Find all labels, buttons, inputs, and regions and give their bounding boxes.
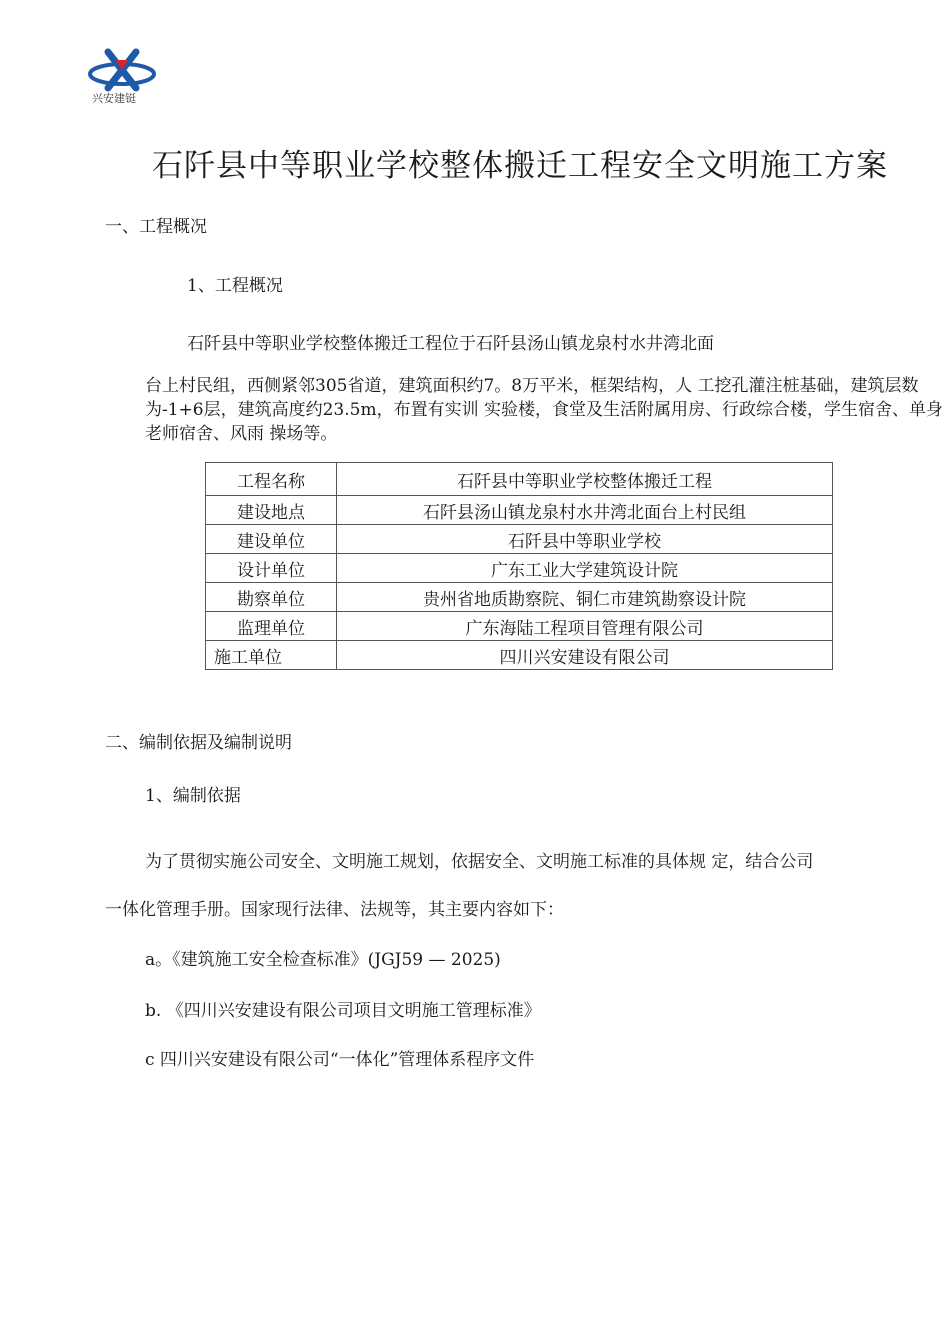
list-item-c: c 四川兴安建设有限公司“一体化”管理体系程序文件 (145, 1050, 535, 1070)
table-row (206, 641, 833, 670)
section2-heading: 二、编制依据及编制说明 (105, 733, 292, 753)
section1-heading: 一、工程概况 (105, 217, 207, 237)
company-logo (86, 48, 158, 106)
project-info-table (205, 462, 833, 670)
document-title: 石阡县中等职业学校整体搬迁工程安全文明施工方案 (152, 148, 888, 184)
list-item-b: b. 《四川兴安建设有限公司项目文明施工管理标准》 (145, 1001, 541, 1021)
logo-mark-icon (86, 48, 158, 92)
section1-first-line: 石阡县中等职业学校整体搬迁工程位于石阡县汤山镇龙泉村水井湾北面 (187, 334, 714, 354)
table-key: 建设地点 (206, 496, 337, 525)
section1-paragraph: 台上村民组，西侧紧邻305省道，建筑面积约7。8万平米，框架结构，人 工挖孔灌注桩基础，建筑层数为-1+6层，建筑高度约23.5m，布置有实训 实验楼，食堂及生活附属用房、行政综合楼，学生宿舍、单身老师宿舍、风雨 操场等。 (145, 376, 943, 444)
section2-subheading: 1、编制依据 (145, 786, 241, 806)
table-value: 石阡县中等职业学校整体搬迁工程 (337, 463, 833, 496)
table-value: 广东工业大学建筑设计院 (337, 554, 833, 583)
table-value: 四川兴安建设有限公司 (337, 641, 833, 670)
table-row (206, 496, 833, 525)
table-value: 广东海陆工程项目管理有限公司 (337, 612, 833, 641)
section2-line2: 一体化管理手册。国家现行法律、法规等，其主要内容如下： (105, 900, 564, 920)
logo-caption: 兴安建铤 (92, 92, 136, 105)
list-item-a: a。《建筑施工安全检查标准》(JGJ59 — 2025) (145, 950, 501, 970)
table-value: 石阡县汤山镇龙泉村水井湾北面台上村民组 (337, 496, 833, 525)
table-value: 贵州省地质勘察院、铜仁市建筑勘察设计院 (337, 583, 833, 612)
table-key: 监理单位 (206, 612, 337, 641)
section2-line1: 为了贯彻实施公司安全、文明施工规划，依据安全、文明施工标准的具体规 定，结合公司 (145, 852, 814, 872)
table-key: 设计单位 (206, 554, 337, 583)
table-key: 勘察单位 (206, 583, 337, 612)
table-key: 工程名称 (206, 463, 337, 496)
table-key: 建设单位 (206, 525, 337, 554)
table-key: 施工单位 (206, 641, 337, 670)
table-row (206, 525, 833, 554)
table-value: 石阡县中等职业学校 (337, 525, 833, 554)
table-row (206, 554, 833, 583)
section1-subheading: 1、工程概况 (187, 276, 283, 296)
table-row (206, 463, 833, 496)
table-row (206, 612, 833, 641)
table-row (206, 583, 833, 612)
